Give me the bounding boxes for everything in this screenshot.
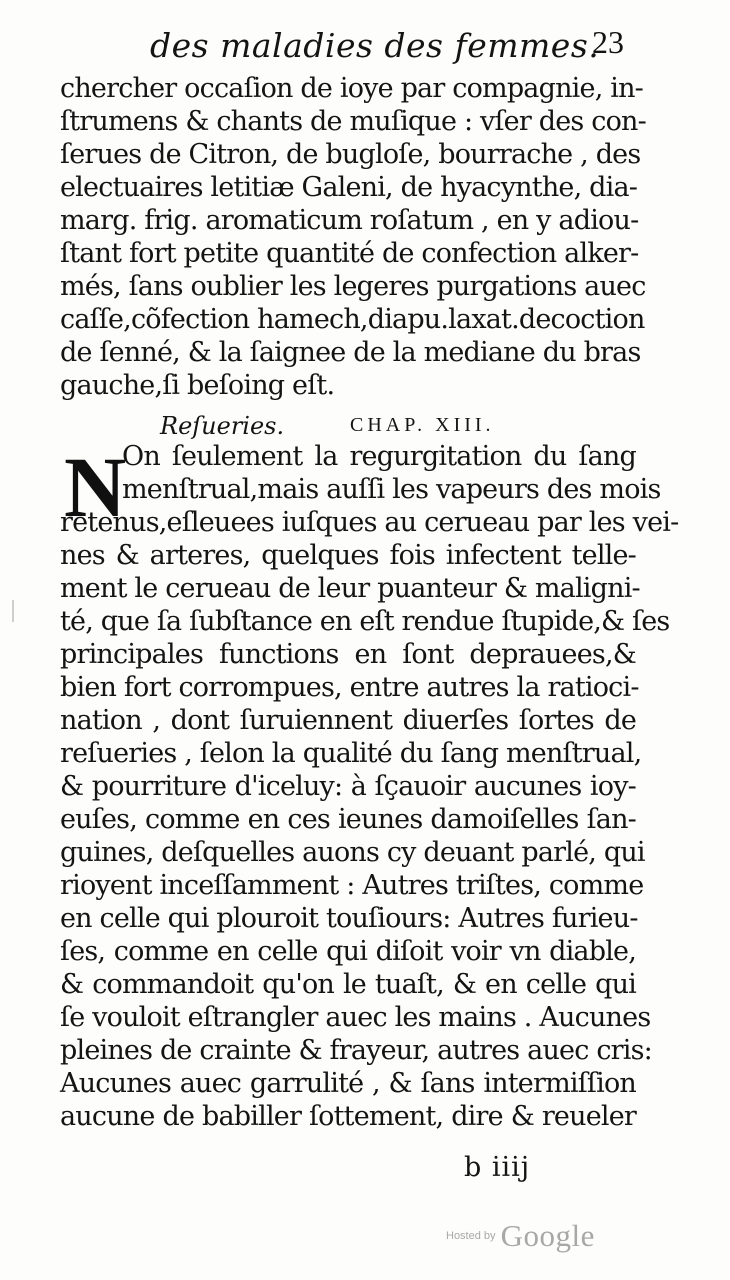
google-logo: Google bbox=[500, 1218, 595, 1253]
page-number: 23 bbox=[592, 24, 624, 60]
text-line-last: gauche,ſi beſoing eſt. bbox=[60, 370, 335, 401]
text-line: té, que ſa ſubſtance en eſt rendue ſtupide,& ſes bbox=[60, 606, 670, 637]
text-line: reſueries , ſelon la qualité du ſang menſtrual, bbox=[60, 738, 642, 769]
text-line: en celle qui plouroit touſiours: Autres furieu- bbox=[60, 903, 638, 934]
text-line: On ſeulement la regurgitation du ſang bbox=[122, 441, 636, 472]
text-line: ſtrumens & chants de muſique : vſer des con- bbox=[60, 106, 646, 137]
text-line: nes & arteres, quelques fois infectent telle- bbox=[60, 540, 636, 571]
text-line: retenus,eſleuees iuſques au cerueau par les vei- bbox=[60, 507, 679, 538]
text-line: & pourriture d'iceluy: à ſçauoir aucunes ioy- bbox=[60, 771, 636, 802]
text-line: nation , dont ſuruiennent diuerſes ſortes de bbox=[60, 705, 636, 736]
text-line: ſtant fort petite quantité de confection alker- bbox=[60, 238, 639, 269]
text-line: rioyent inceſſamment : Autres triſtes, comme bbox=[60, 870, 644, 901]
text-line: guines, deſquelles auons cy deuant parlé, qui bbox=[60, 837, 645, 868]
chapter-heading bbox=[160, 410, 620, 442]
text-line: caſſe,cõfection hamech,diapu.laxat.decoction bbox=[60, 304, 645, 335]
page-header bbox=[140, 20, 630, 72]
text-line: marg. frig. aromaticum roſatum , en y adiou- bbox=[60, 205, 639, 236]
text-line: menſtrual,mais auſſi les vapeurs des mois bbox=[122, 474, 661, 505]
margin-note: Reſueries. bbox=[160, 412, 285, 440]
text-line: aucune de babiller ſottement, dire & reueler bbox=[60, 1101, 636, 1132]
text-line: bien fort corrompues, entre autres la ratioci- bbox=[60, 672, 639, 703]
text-line: Aucunes auec garrulité , & ſans intermiſſion bbox=[60, 1068, 636, 1099]
scan-speck bbox=[12, 600, 14, 622]
text-line: principales functions en ſont deprauees,& bbox=[60, 639, 636, 670]
catchword-signature: b iiij bbox=[464, 1152, 531, 1183]
hosted-by-watermark bbox=[446, 1218, 595, 1254]
drop-cap-initial: N bbox=[64, 439, 127, 535]
watermark-prefix: Hosted by bbox=[446, 1230, 496, 1242]
text-line: chercher occaſion de ioye par compagnie, in- bbox=[60, 73, 644, 104]
running-title: des maladies des femmes. bbox=[150, 26, 600, 65]
chapter-paragraph bbox=[60, 440, 679, 1133]
chapter-title: CHAP. XIII. bbox=[350, 414, 495, 436]
text-line: més, ſans oublier les legeres purgations auec bbox=[60, 271, 646, 302]
text-line: & commandoit qu'on le tuaſt, & en celle qui bbox=[60, 969, 636, 1000]
paragraph-continued bbox=[60, 72, 646, 402]
text-line: de ſenné, & la ſaignee de la mediane du bras bbox=[60, 337, 641, 368]
text-line: ſe vouloit eſtrangler auec les mains . Aucunes bbox=[60, 1002, 651, 1033]
text-line: electuaires letitiæ Galeni, de hyacynthe, dia- bbox=[60, 172, 638, 203]
text-line: ment le cerueau de leur puanteur & maligni- bbox=[60, 573, 640, 604]
text-line: euſes, comme en ces ieunes damoiſelles ſan- bbox=[60, 804, 636, 835]
text-line: pleines de crainte & frayeur, autres auec cris: bbox=[60, 1035, 652, 1066]
text-line: ſes, comme en celle qui diſoit voir vn diable, bbox=[60, 936, 636, 967]
text-line: ſerues de Citron, de bugloſe, bourrache , des bbox=[60, 139, 641, 170]
